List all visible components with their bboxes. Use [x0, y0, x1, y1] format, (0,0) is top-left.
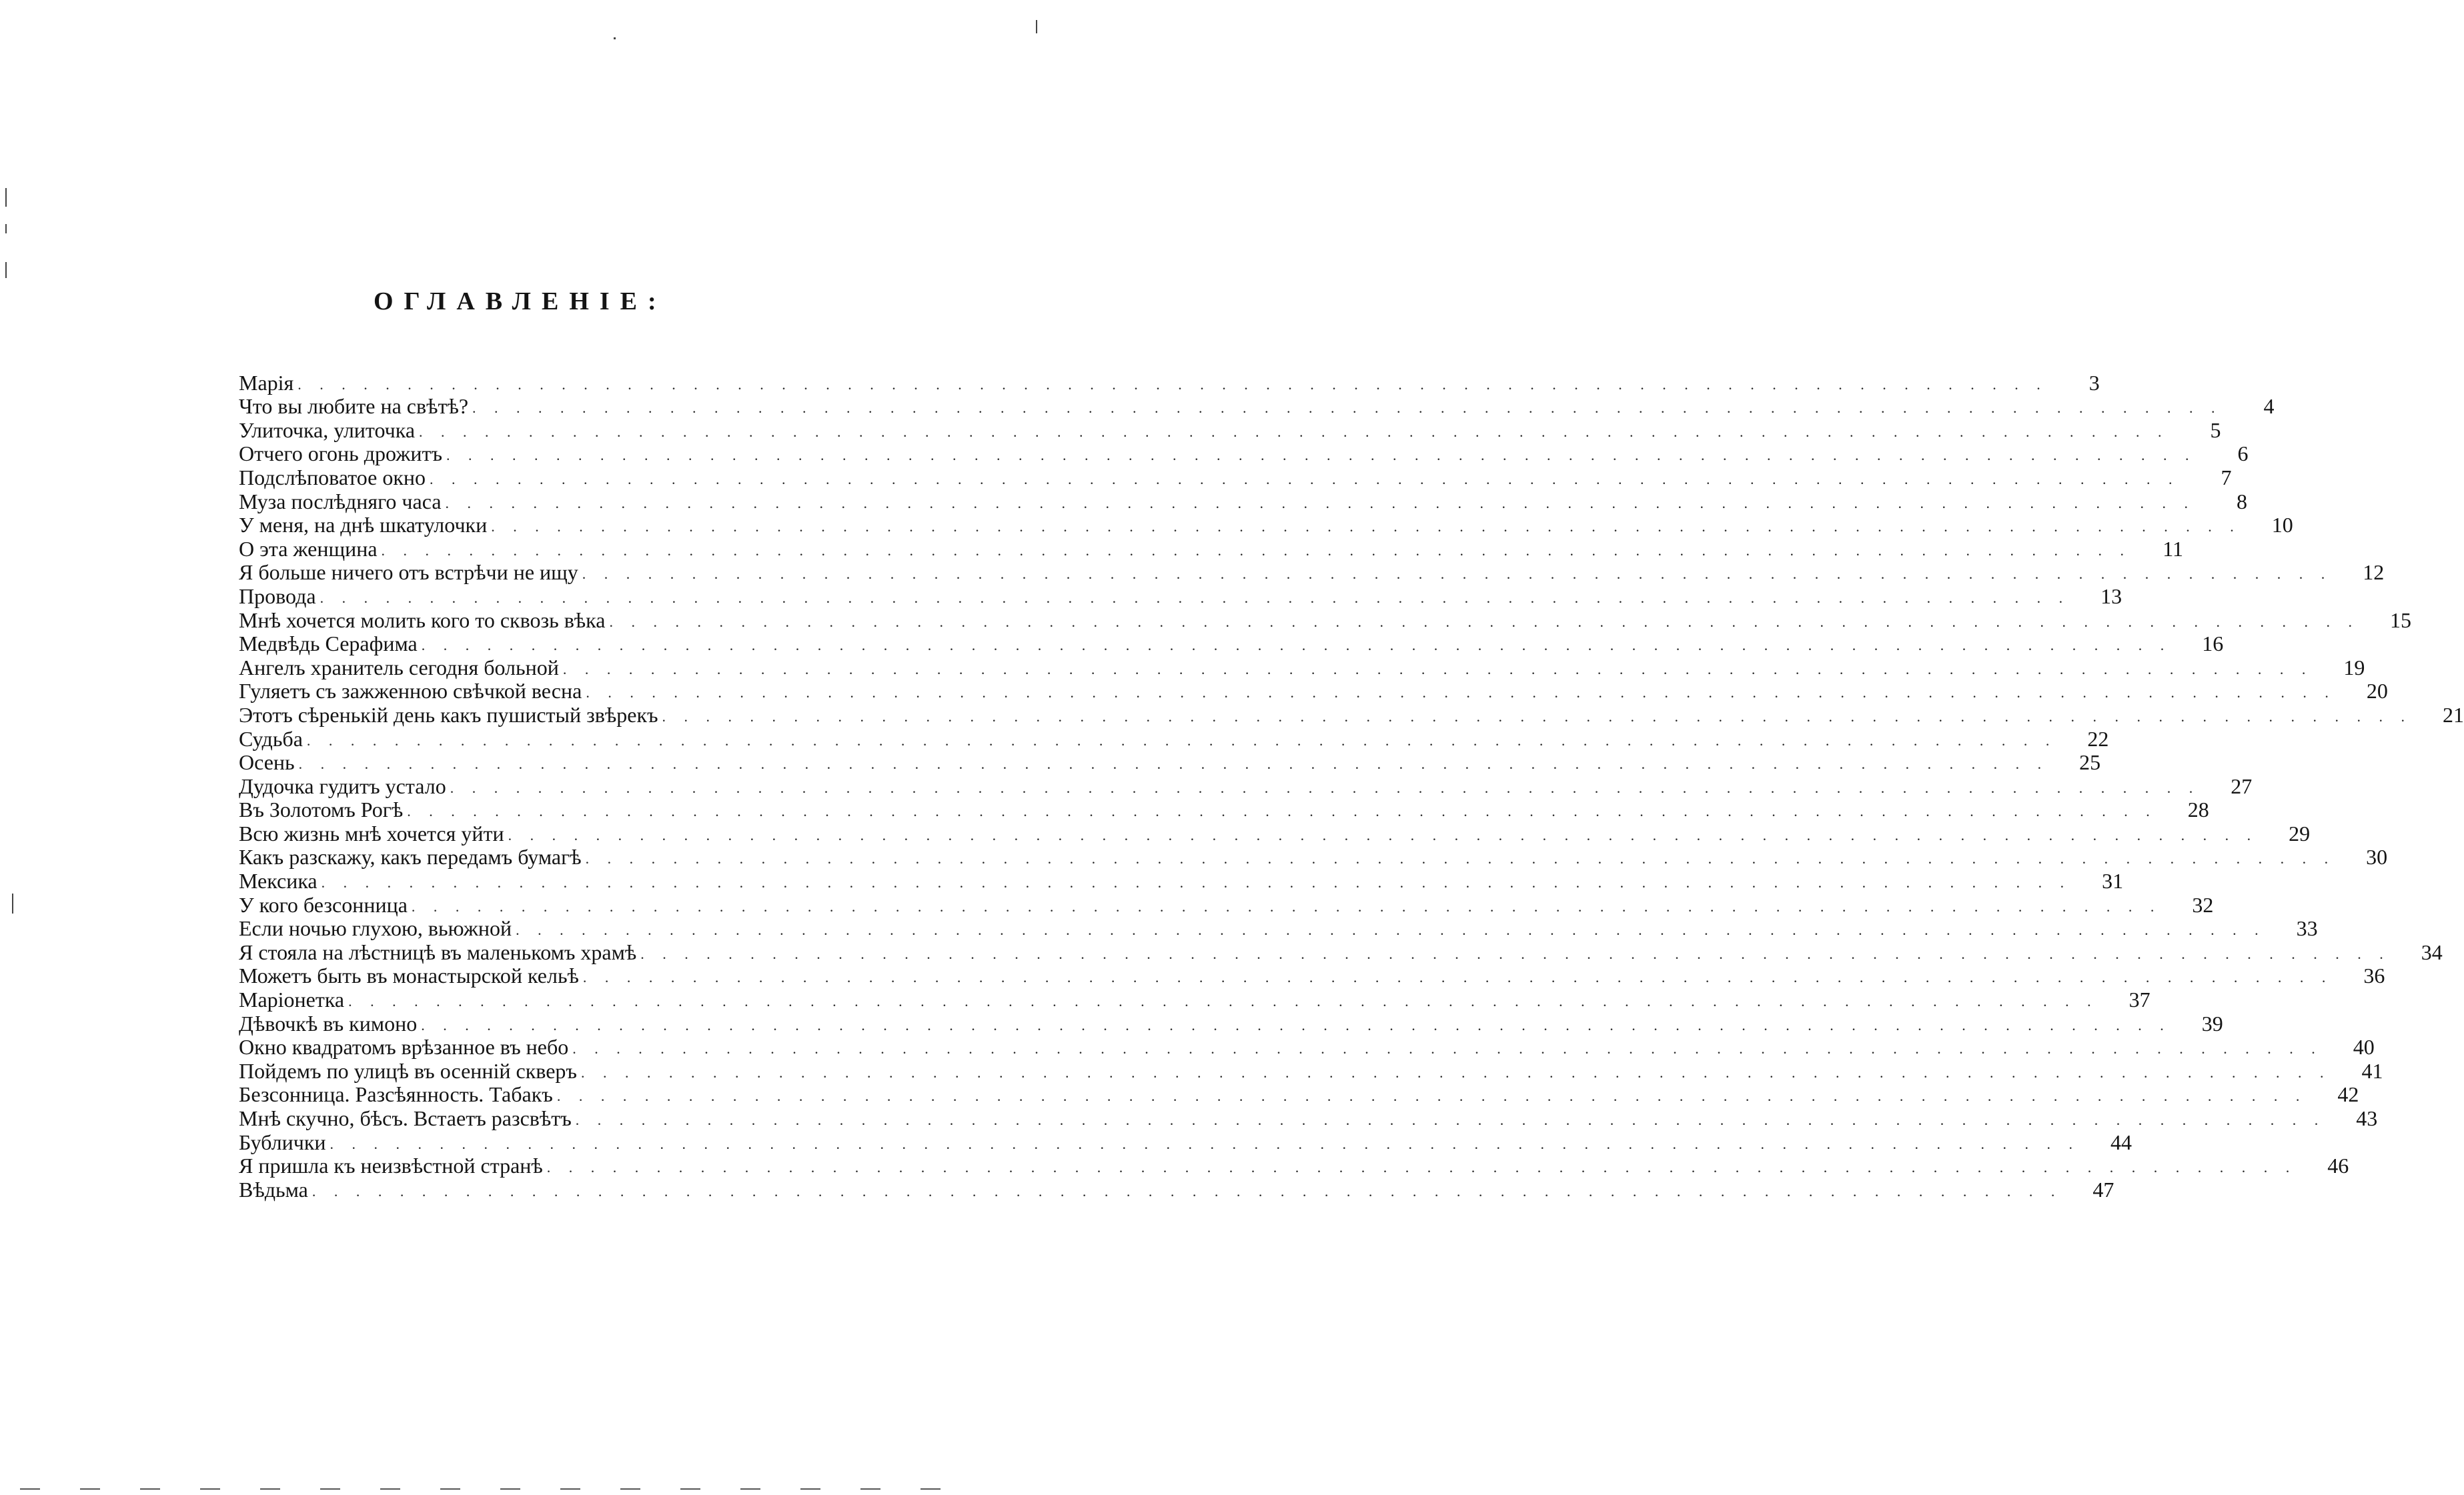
dot-leader: . . . . . . . . . . . . . . . . . . . . . . . . . . . . . . . . . . . . . . . . . . . . . . . . . . . . . . . . . . . . . . . . . . . . . . . . . . . . . . . . [306, 731, 2057, 749]
toc-entry [239, 726, 2109, 751]
toc-entry [239, 1035, 2375, 1060]
toc-entry-page: 41 [2361, 1058, 2383, 1083]
dot-leader: . . . . . . . . . . . . . . . . . . . . . . . . . . . . . . . . . . . . . . . . . . . . . . . . . . . . . . . . . . . . . . . . . . . . . . . . . . . . . . . . [445, 494, 2196, 511]
toc-entry [239, 417, 2221, 442]
toc-entry-page: 33 [2296, 916, 2318, 941]
dot-leader: . . . . . . . . . . . . . . . . . . . . . . . . . . . . . . . . . . . . . . . . . . . . . . . . . . . . . . . . . . . . . . . . . . . . . . . . . . . . . . . . [298, 756, 2049, 773]
scan-speck [20, 1488, 954, 1490]
toc-entry-title: Вѣдьма [239, 1178, 312, 1202]
toc-entry-title: Муза послѣдняго часа [239, 490, 446, 513]
scan-speck [5, 224, 7, 233]
toc-entry-title: Если ночью глухою, вьюжной [239, 917, 516, 940]
toc-entry [239, 821, 2311, 846]
toc-entry [239, 892, 2214, 917]
toc-entry-title: У кого безсонница [239, 894, 412, 917]
toc-entry-page: 25 [2079, 750, 2101, 775]
page-title: ОГЛАВЛЕНІЕ: [374, 287, 667, 315]
dot-leader: . . . . . . . . . . . . . . . . . . . . . . . . . . . . . . . . . . . . . . . . . . . . . . . . . . . . . . . . . . . . . . . . . . . . . . . . . . . . . . . . [330, 1135, 2080, 1152]
toc-entry-title: Мексика [239, 870, 322, 893]
toc-entry-title: Ангелъ хранитель сегодня больной [239, 656, 563, 679]
dot-leader: . . . . . . . . . . . . . . . . . . . . . . . . . . . . . . . . . . . . . . . . . . . . . . . . . . . . . . . . . . . . . . . . . . . . . . . . . . . . . . . . [320, 589, 2070, 606]
toc-entry-title: О эта женщина [239, 537, 382, 561]
toc-entry-title: Я стояла на лѣстницѣ въ маленькомъ храмѣ [239, 941, 640, 964]
toc-entry [239, 940, 2443, 964]
toc-entry-title: Окно квадратомъ врѣзанное въ небо [239, 1036, 572, 1059]
toc-entry [239, 702, 2464, 727]
toc-entry-page: 11 [2163, 536, 2184, 561]
toc-entry-title: Какъ разскажу, какъ передамъ бумагѣ [239, 846, 586, 869]
dot-leader: . . . . . . . . . . . . . . . . . . . . . . . . . . . . . . . . . . . . . . . . . . . . . . . . . . . . . . . . . . . . . . . . . . . . . . . . . . . . . . . . [582, 565, 2333, 583]
toc-entry-page: 43 [2356, 1106, 2378, 1130]
toc-entry-title: Можетъ быть въ монастырской кельѣ [239, 964, 583, 988]
toc-entry-page: 3 [2088, 370, 2100, 395]
toc-entry-page: 34 [2421, 940, 2443, 964]
toc-entry-page: 27 [2231, 774, 2253, 798]
toc-entry-title: Марія [239, 371, 297, 395]
toc-entry [239, 845, 2388, 870]
dot-leader: . . . . . . . . . . . . . . . . . . . . . . . . . . . . . . . . . . . . . . . . . . . . . . . . . . . . . . . . . . . . . . . . . . . . . . . . . . . . . . . . [411, 898, 2162, 915]
toc-entry-title: Маріонетка [239, 988, 348, 1012]
toc-entry-title: Въ Золотомъ Рогѣ [239, 798, 407, 822]
scan-speck [5, 188, 7, 207]
toc-entry-page: 15 [2389, 607, 2411, 632]
toc-entry-title: Провода [239, 585, 320, 608]
toc-entry-title: Я пришла къ неизвѣстной странѣ [239, 1154, 547, 1178]
toc-entry-title: Мнѣ скучно, бѣсъ. Встаетъ разсвѣтъ [239, 1107, 576, 1130]
toc-entry [239, 583, 2122, 608]
toc-entry-page: 20 [2366, 679, 2388, 703]
toc-entry-page: 5 [2210, 417, 2221, 442]
dot-leader: . . . . . . . . . . . . . . . . . . . . . . . . . . . . . . . . . . . . . . . . . . . . . . . . . . . . . . . . . . . . . . . . . . . . . . . . . . . . . . . . [421, 637, 2172, 654]
dot-leader: . . . . . . . . . . . . . . . . . . . . . . . . . . . . . . . . . . . . . . . . . . . . . . . . . . . . . . . . . . . . . . . . . . . . . . . . . . . . . . . . [572, 1040, 2323, 1058]
toc-entry [239, 441, 2249, 466]
dot-leader: . . . . . . . . . . . . . . . . . . . . . . . . . . . . . . . . . . . . . . . . . . . . . . . . . . . . . . . . . . . . . . . . . . . . . . . . . . . . . . . . [556, 1088, 2307, 1105]
toc-entry [239, 1154, 2349, 1178]
dot-leader: . . . . . . . . . . . . . . . . . . . . . . . . . . . . . . . . . . . . . . . . . . . . . . . . . . . . . . . . . . . . . . . . . . . . . . . . . . . . . . . . [312, 1182, 2062, 1200]
toc-entry-title: Дудочка гудитъ устало [239, 775, 450, 798]
toc-entry-title: Медвѣдь Серафима [239, 632, 422, 655]
toc-entry-page: 10 [2271, 513, 2293, 537]
toc-entry [239, 370, 2100, 395]
toc-entry-page: 13 [2100, 583, 2122, 608]
dot-leader: . . . . . . . . . . . . . . . . . . . . . . . . . . . . . . . . . . . . . . . . . . . . . . . . . . . . . . . . . . . . . . . . . . . . . . . . . . . . . . . . [586, 684, 2336, 701]
toc-entry-title: Безсонница. Разсѣянность. Табакъ [239, 1083, 557, 1106]
toc-entry [239, 679, 2388, 703]
toc-entry [239, 631, 2224, 656]
toc-entry-title: Я больше ничего отъ встрѣчи не ищу [239, 561, 582, 584]
toc-entry [239, 1082, 2359, 1107]
scan-speck [1036, 20, 1037, 33]
toc-entry [239, 394, 2275, 419]
toc-entry [239, 465, 2232, 489]
toc-entry-page: 28 [2187, 798, 2209, 822]
toc-entry-title: Бублички [239, 1131, 330, 1154]
toc-entry-title: Подслѣповатое окно [239, 466, 430, 489]
toc-entry-page: 19 [2343, 655, 2365, 679]
dot-leader: . . . . . . . . . . . . . . . . . . . . . . . . . . . . . . . . . . . . . . . . . . . . . . . . . . . . . . . . . . . . . . . . . . . . . . . . . . . . . . . . [580, 1064, 2331, 1081]
toc-entry-page: 22 [2087, 726, 2109, 751]
toc-entry-page: 44 [2110, 1130, 2132, 1154]
toc-entry-title: Пойдемъ по улицѣ въ осенній скверъ [239, 1060, 581, 1083]
dot-leader: . . . . . . . . . . . . . . . . . . . . . . . . . . . . . . . . . . . . . . . . . . . . . . . . . . . . . . . . . . . . . . . . . . . . . . . . . . . . . . . . [508, 826, 2259, 844]
toc-entry [239, 1058, 2383, 1083]
toc-entry [239, 560, 2385, 585]
toc-entry-title: Мнѣ хочется молить кого то сквозь вѣка [239, 609, 609, 632]
toc-entry-page: 7 [2221, 465, 2232, 489]
toc-entry [239, 1130, 2132, 1154]
toc-entry [239, 798, 2209, 822]
toc-entry-page: 4 [2263, 394, 2275, 419]
dot-leader: . . . . . . . . . . . . . . . . . . . . . . . . . . . . . . . . . . . . . . . . . . . . . . . . . . . . . . . . . . . . . . . . . . . . . . . . . . . . . . . . [421, 1016, 2171, 1034]
toc-entry-page: 42 [2337, 1082, 2359, 1107]
toc-entry [239, 988, 2150, 1012]
toc-entry-page: 37 [2128, 988, 2150, 1012]
dot-leader: . . . . . . . . . . . . . . . . . . . . . . . . . . . . . . . . . . . . . . . . . . . . . . . . . . . . . . . . . . . . . . . . . . . . . . . . . . . . . . . . [450, 779, 2201, 796]
dot-leader: . . . . . . . . . . . . . . . . . . . . . . . . . . . . . . . . . . . . . . . . . . . . . . . . . . . . . . . . . . . . . . . . . . . . . . . . . . . . . . . . [297, 375, 2048, 393]
dot-leader: . . . . . . . . . . . . . . . . . . . . . . . . . . . . . . . . . . . . . . . . . . . . . . . . . . . . . . . . . . . . . . . . . . . . . . . . . . . . . . . . [491, 518, 2241, 535]
scan-speck [5, 262, 7, 278]
dot-leader: . . . . . . . . . . . . . . . . . . . . . . . . . . . . . . . . . . . . . . . . . . . . . . . . . . . . . . . . . . . . . . . . . . . . . . . . . . . . . . . . [575, 1112, 2326, 1128]
toc-entry-title: Отчего огонь дрожитъ [239, 442, 446, 465]
toc-entry-page: 6 [2237, 441, 2249, 466]
dot-leader: . . . . . . . . . . . . . . . . . . . . . . . . . . . . . . . . . . . . . . . . . . . . . . . . . . . . . . . . . . . . . . . . . . . . . . . . . . . . . . . . [430, 470, 2180, 487]
dot-leader: . . . . . . . . . . . . . . . . . . . . . . . . . . . . . . . . . . . . . . . . . . . . . . . . . . . . . . . . . . . . . . . . . . . . . . . . . . . . . . . . [582, 969, 2333, 986]
dot-leader: . . . . . . . . . . . . . . . . . . . . . . . . . . . . . . . . . . . . . . . . . . . . . . . . . . . . . . . . . . . . . . . . . . . . . . . . . . . . . . . . [640, 945, 2391, 962]
toc-entry-page: 30 [2366, 845, 2388, 870]
toc-entry [239, 489, 2248, 513]
toc-entry-title: Улиточка, улиточка [239, 419, 419, 442]
toc-entry-title: Судьба [239, 727, 307, 751]
toc-entry [239, 964, 2385, 988]
table-of-contents [239, 370, 2464, 1202]
toc-entry-title: Осень [239, 751, 299, 774]
toc-entry [239, 916, 2318, 941]
toc-entry-page: 21 [2443, 702, 2464, 727]
toc-entry-title: Дѣвочкѣ въ кимоно [239, 1012, 421, 1036]
toc-entry [239, 655, 2365, 679]
toc-entry-title: Всю жизнь мнѣ хочется уйти [239, 822, 508, 846]
toc-entry [239, 1011, 2223, 1036]
toc-entry-page: 12 [2363, 560, 2385, 585]
toc-entry-page: 32 [2192, 892, 2214, 917]
toc-entry [239, 607, 2411, 632]
toc-entry [239, 869, 2124, 894]
dot-leader: . . . . . . . . . . . . . . . . . . . . . . . . . . . . . . . . . . . . . . . . . . . . . . . . . . . . . . . . . . . . . . . . . . . . . . . . . . . . . . . . [446, 447, 2197, 464]
scan-speck [12, 894, 13, 914]
dot-leader: . . . . . . . . . . . . . . . . . . . . . . . . . . . . . . . . . . . . . . . . . . . . . . . . . . . . . . . . . . . . . . . . . . . . . . . . . . . . . . . . [585, 850, 2336, 868]
toc-entry-page: 47 [2092, 1177, 2114, 1202]
dot-leader: . . . . . . . . . . . . . . . . . . . . . . . . . . . . . . . . . . . . . . . . . . . . . . . . . . . . . . . . . . . . . . . . . . . . . . . . . . . . . . . . [546, 1159, 2297, 1176]
toc-entry-title: Гуляетъ съ зажженною свѣчкой весна [239, 679, 586, 703]
toc-entry-page: 31 [2102, 869, 2124, 894]
toc-entry-page: 16 [2202, 631, 2224, 656]
dot-leader: . . . . . . . . . . . . . . . . . . . . . . . . . . . . . . . . . . . . . . . . . . . . . . . . . . . . . . . . . . . . . . . . . . . . . . . . . . . . . . . . [609, 613, 2359, 630]
toc-entry-title: У меня, на днѣ шкатулочки [239, 513, 491, 537]
toc-entry-page: 46 [2327, 1154, 2349, 1178]
dot-leader: . . . . . . . . . . . . . . . . . . . . . . . . . . . . . . . . . . . . . . . . . . . . . . . . . . . . . . . . . . . . . . . . . . . . . . . . . . . . . . . . [562, 660, 2313, 677]
dot-leader: . . . . . . . . . . . . . . . . . . . . . . . . . . . . . . . . . . . . . . . . . . . . . . . . . . . . . . . . . . . . . . . . . . . . . . . . . . . . . . . . [348, 993, 2098, 1010]
toc-entry-page: 8 [2237, 489, 2248, 513]
dot-leader: . . . . . . . . . . . . . . . . . . . . . . . . . . . . . . . . . . . . . . . . . . . . . . . . . . . . . . . . . . . . . . . . . . . . . . . . . . . . . . . . [419, 423, 2169, 440]
dot-leader: . . . . . . . . . . . . . . . . . . . . . . . . . . . . . . . . . . . . . . . . . . . . . . . . . . . . . . . . . . . . . . . . . . . . . . . . . . . . . . . . [381, 541, 2132, 559]
toc-entry [239, 1177, 2114, 1202]
dot-leader: . . . . . . . . . . . . . . . . . . . . . . . . . . . . . . . . . . . . . . . . . . . . . . . . . . . . . . . . . . . . . . . . . . . . . . . . . . . . . . . . [516, 922, 2266, 939]
dot-leader: . . . . . . . . . . . . . . . . . . . . . . . . . . . . . . . . . . . . . . . . . . . . . . . . . . . . . . . . . . . . . . . . . . . . . . . . . . . . . . . . [662, 707, 2413, 725]
toc-entry [239, 1106, 2378, 1130]
toc-entry-title: Этотъ сѣренькій день какъ пушистый звѣрекъ [239, 703, 662, 727]
toc-entry-title: Что вы любите на свѣтѣ? [239, 395, 472, 418]
toc-entry-page: 29 [2289, 821, 2311, 846]
toc-entry [239, 774, 2253, 798]
scan-speck [614, 37, 616, 39]
toc-entry [239, 750, 2101, 775]
toc-entry-page: 40 [2353, 1035, 2375, 1060]
toc-entry-page: 39 [2201, 1011, 2223, 1036]
dot-leader: . . . . . . . . . . . . . . . . . . . . . . . . . . . . . . . . . . . . . . . . . . . . . . . . . . . . . . . . . . . . . . . . . . . . . . . . . . . . . . . . [407, 803, 2157, 820]
toc-entry [239, 536, 2184, 561]
toc-entry-page: 36 [2363, 964, 2385, 988]
toc-entry [239, 513, 2293, 537]
dot-leader: . . . . . . . . . . . . . . . . . . . . . . . . . . . . . . . . . . . . . . . . . . . . . . . . . . . . . . . . . . . . . . . . . . . . . . . . . . . . . . . . [472, 399, 2223, 417]
dot-leader: . . . . . . . . . . . . . . . . . . . . . . . . . . . . . . . . . . . . . . . . . . . . . . . . . . . . . . . . . . . . . . . . . . . . . . . . . . . . . . . . [321, 874, 2072, 892]
